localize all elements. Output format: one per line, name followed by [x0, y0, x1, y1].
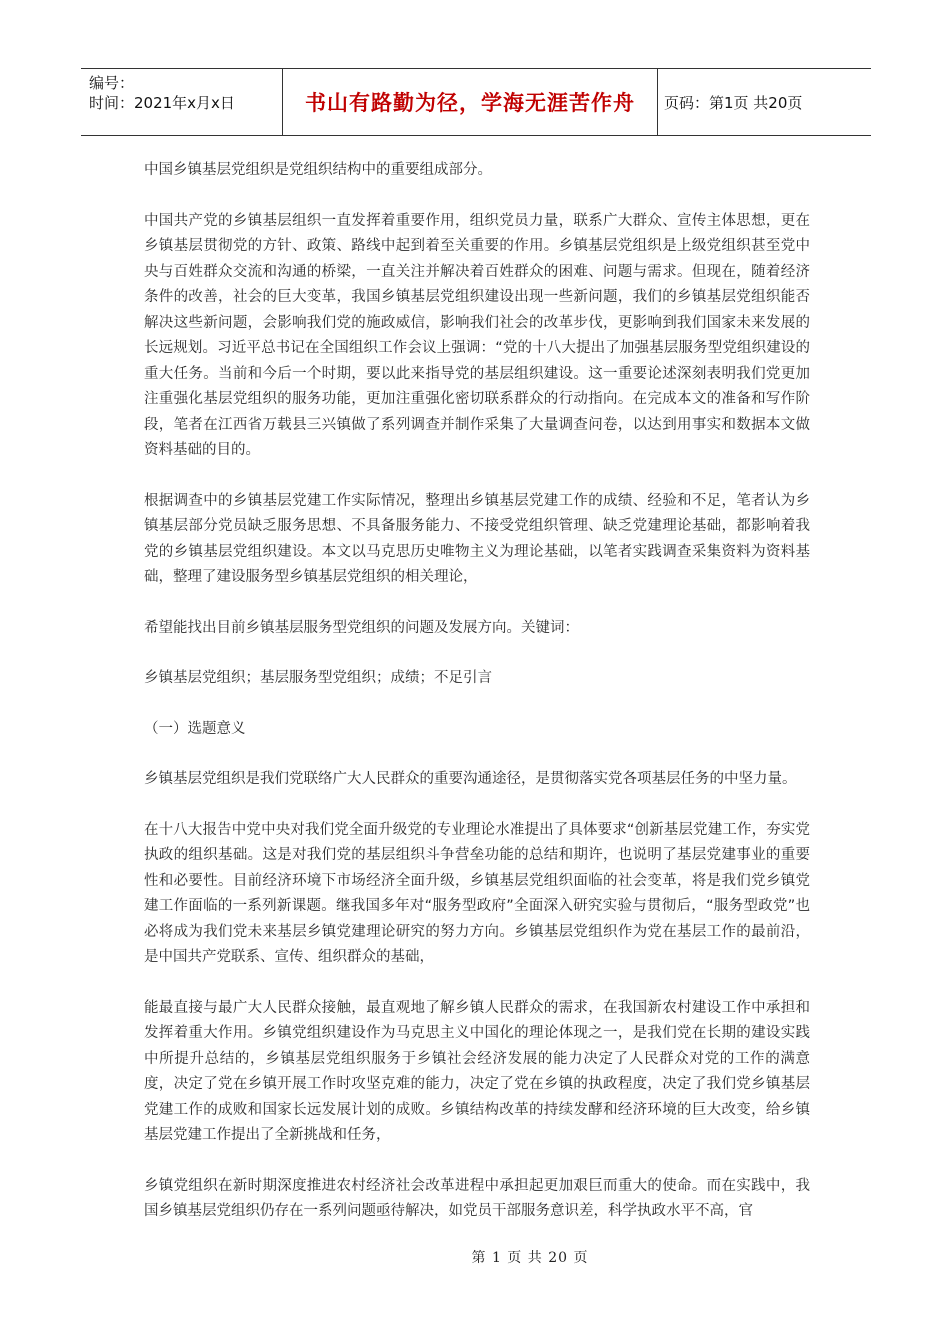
paragraph: 在十八大报告中党中央对我们党全面升级党的专业理论水准提出了具体要求“创新基层党建工作，夯实党执政的组织基础。这是对我们党的基层组织斗争营垒功能的总结和期许，也说明了基层党建事业的重要性和必要性。目前经济环境下市场经济全面升级，乡镇基层党组织面临的社会变革，将是我们党乡镇党建工作面临的一系列新课题。继我国多年对“服务型政府”全面深入研究实验与贯彻后，“服务型政党”也必将成为我们党未来基层乡镇党建理论研究的努力方向。乡镇基层党组织作为党在基层工作的最前沿，是中国共产党联系、宣传、组织群众的基础，	[144, 821, 810, 965]
header-motto: 书山有路勤为径，学海无涯苦作舟	[283, 69, 658, 135]
footer-page-number: 第 1 页 共 20 页	[471, 1250, 589, 1266]
time-label: 时间：2021年x月x日	[89, 94, 235, 112]
number-label: 编号：	[89, 74, 135, 92]
keywords-paragraph: 乡镇基层党组织；基层服务型党组织；成绩；不足引言	[144, 670, 492, 686]
header-page-info: 页码：第1页 共20页	[664, 93, 803, 112]
section-heading: （一）选题意义	[144, 720, 246, 737]
paragraph: 根据调查中的乡镇基层党建工作实际情况，整理出乡镇基层党建工作的成绩、经验和不足，笔者认为乡镇基层部分党员缺乏服务思想、不具备服务能力、不接受党组织管理、缺乏党建理论基础，都影响着我党的乡镇基层党组织建设。本文以马克思历史唯物主义为理论基础，以笔者实践调查采集资料为资料基础，整理了建设服务型乡镇基层党组织的相关理论，	[144, 492, 810, 585]
document-body	[144, 158, 810, 1250]
paragraph: 能最直接与最广大人民群众接触，最直观地了解乡镇人民群众的需求，在我国新农村建设工作中承担和发挥着重大作用。乡镇党组织建设作为马克思主义中国化的理论体现之一，是我们党在长期的建设实践中所提升总结的，乡镇基层党组织服务于乡镇社会经济发展的能力决定了人民群众对党的工作的满意度，决定了党在乡镇开展工作时攻坚克难的能力，决定了党在乡镇的执政程度，决定了我们党乡镇基层党建工作的成败和国家长远发展计划的成败。乡镇结构改革的持续发酵和经济环境的巨大改变，给乡镇基层党建工作提出了全新挑战和任务，	[144, 999, 810, 1143]
paragraph: 中国乡镇基层党组织是党组织结构中的重要组成部分。	[144, 162, 492, 178]
paragraph: 希望能找出目前乡镇基层服务型党组织的问题及发展方向。关键词：	[144, 619, 579, 636]
page-footer	[0, 1247, 950, 1267]
paragraph: 乡镇党组织在新时期深度推进农村经济社会改革进程中承担起更加艰巨而重大的使命。而在实践中，我国乡镇基层党组织仍存在一系列问题亟待解决，如党员干部服务意识差，科学执政水平不高，官	[144, 1177, 810, 1219]
paragraph: 乡镇基层党组织是我们党联络广大人民群众的重要沟通途径，是贯彻落实党各项基层任务的中坚力量。	[144, 771, 797, 787]
header-meta	[81, 69, 283, 135]
paragraph: 中国共产党的乡镇基层组织一直发挥着重要作用，组织党员力量，联系广大群众、宣传主体思想，更在乡镇基层贯彻党的方针、政策、路线中起到着至关重要的作用。乡镇基层党组织是上级党组织甚至党中央与百姓群众交流和沟通的桥梁，一直关注并解决着百姓群众的困难、问题与需求。但现在，随着经济条件的改善，社会的巨大变革，我国乡镇基层党组织建设出现一些新问题，我们的乡镇基层党组织能否解决这些新问题，会影响我们党的施政威信，影响我们社会的改革步伐，更影响到我们国家未来发展的长远规划。习近平总书记在全国组织工作会议上强调：“党的十八大提出了加强基层服务型党组织建设的重大任务。当前和今后一个时期，要以此来指导党的基层组织建设。这一重要论述深刻表明我们党更加注重强化基层党组织的服务功能，更加注重强化密切联系群众的行动指向。在完成本文的准备和写作阶段，笔者在江西省万载县三兴镇做了系列调查并制作采集了大量调查问卷，以达到用事实和数据本文做资料基础的目的。	[144, 212, 810, 458]
document-header	[81, 68, 871, 136]
